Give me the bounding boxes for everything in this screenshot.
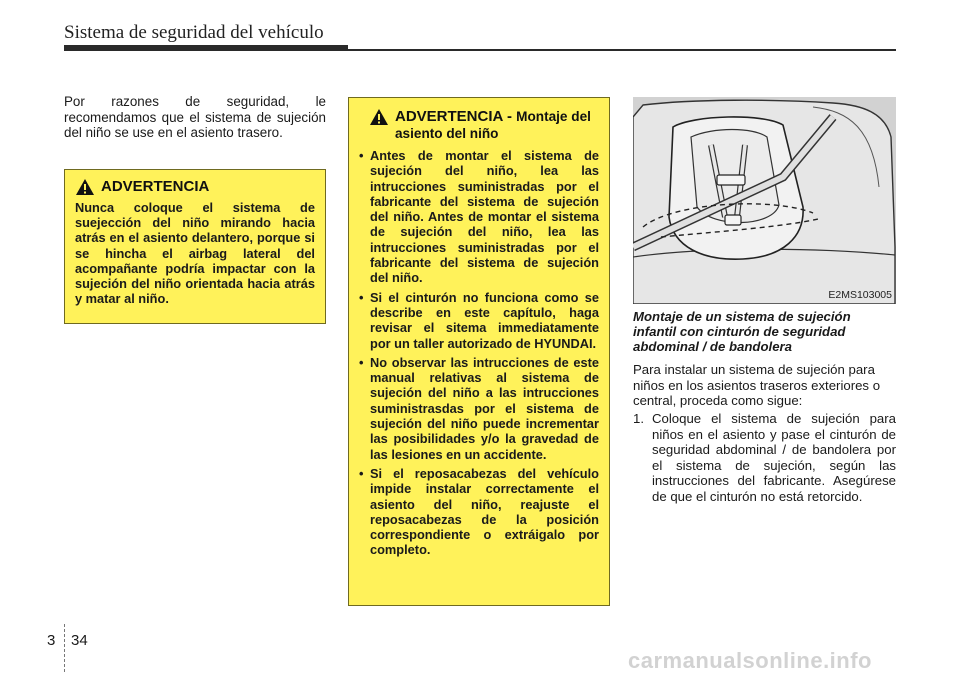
warning-subtitle: Montaje del asiento del niño [395,109,591,141]
child-seat-illustration [633,97,896,304]
header-rule-thick [64,45,348,51]
warning-title: ADVERTENCIA - Montaje del asiento del niño [359,108,599,142]
warning-box-child-seat-mounting [348,97,610,606]
header-rule-thin [348,49,896,51]
warning-body: Nunca coloque el sistema de suejección del niño mirando hacia atrás en el asiento delantero, porque si se hincha el airbag lateral del acompañante podría impactar con la sujeción del niño orientada hacia atrás y matar al niño. [75,200,315,307]
step-text: Coloque el sistema de sujeción para niños en el asiento y pase el cinturón de seguridad abdominal / de bandolera por el sistema de sujeción, según las instrucciones del fabricante. Asegúrese de que el cinturón no está retorcido. [652,411,896,504]
instruction-paragraph: Para instalar un sistema de sujeción para niños en los asientos traseros exteriores o central, proceda como sigue: [633,362,881,408]
page-number: 34 [71,632,88,649]
figure-code: E2MS103005 [828,289,892,301]
child-seat-drawing [633,97,896,304]
watermark: carmanualsonline.info [628,648,872,673]
warning-box-rear-facing [64,169,326,324]
figure-caption: Montaje de un sistema de sujeción infantil con cinturón de seguridad abdominal / de bandolera [633,309,851,354]
warning-bullet: • No observar las intrucciones de este manual relativas al sistema de sujeción del niño a las intrucciones suministrasdas por el sistema de sujeción del niño puede incrementar las posibilidades y/o la gravedad de las lesiones en un accidente. [359,355,599,462]
intro-paragraph: Por razones de seguridad, le recomendamos que el sistema de sujeción del niño se use en el asiento trasero. [64,94,326,140]
footer-divider [64,624,65,672]
step-number: 1. [633,411,644,426]
warning-bullet: • Antes de montar el sistema de sujeción del niño, lea las intrucciones suministradas por el fabricante del sistema de sujeción del niño. Antes de montar el sistema de sujeción del niño, lea las intrucciones suministradas por el fabricante del sistema de sujeción del niño. [359,148,599,286]
warning-bullet: • Si el reposacabezas del vehículo impide instalar correctamente el asiento del niño, reajuste el reposacabezas de la posición correspondiente o extráigalo por completo. [359,466,599,558]
warning-bullet-list [359,148,599,558]
warning-triangle-icon [369,108,389,126]
warning-title: ADVERTENCIA [75,178,315,196]
warning-triangle-icon [75,178,95,196]
page-header-title: Sistema de seguridad del vehículo [64,22,324,43]
warning-bullet: • Si el cinturón no funciona como se describe en este capítulo, haga revisar el sitema immediatamente por un taller autorizado de HYUNDAI. [359,290,599,351]
instruction-step [633,411,896,504]
section-number: 3 [47,632,56,649]
